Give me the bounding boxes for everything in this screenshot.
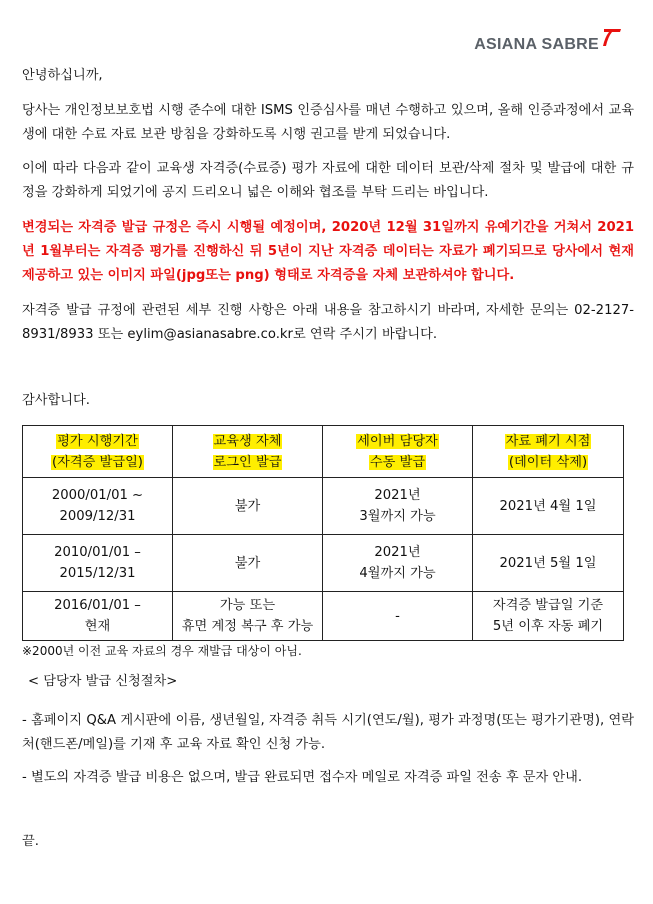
- issuance-table: [22, 425, 624, 641]
- procedure-step-1: - 홈페이지 Q&A 게시판에 이름, 생년월일, 자격증 취득 시기(연도/월), 평가 과정명(또는 평가기관명), 연락처(핸드폰/메일)를 기재 후 교육 자료 확인 신청 가능.: [22, 713, 634, 752]
- header-self-issue: 교육생 자체 로그인 발급: [173, 426, 323, 478]
- logo-text: ASIANA SABRE: [474, 36, 599, 53]
- procedure-title: < 담당자 발급 신청절차>: [28, 674, 178, 689]
- table-row: [23, 535, 624, 592]
- table-header-row: [23, 426, 624, 478]
- cell-self: 가능 또는 휴면 계정 복구 후 가능: [173, 592, 323, 641]
- header-disposal: 자료 폐기 시점 (데이터 삭제): [473, 426, 624, 478]
- table-note: ※2000년 이전 교육 자료의 경우 재발급 대상이 아님.: [22, 644, 302, 658]
- asiana-sabre-logo: [474, 26, 623, 54]
- procedure-step-2: - 별도의 자격증 발급 비용은 없으며, 발급 완료되면 접수자 메일로 자격증 파일 전송 후 문자 안내.: [22, 770, 583, 785]
- letter-body: [22, 64, 634, 854]
- header-manual-issue: 세이버 담당자 수동 발급: [323, 426, 473, 478]
- paragraph-policy: 이에 따라 다음과 같이 교육생 자격증(수료증) 평가 자료에 대한 데이터 보관/삭제 절차 및 발급에 대한 규정을 강화하게 되었기에 공지 드리오니 넓은 이해와 협조를 부탁 드리는 바입니다.: [22, 161, 634, 200]
- cell-manual: 2021년 4월까지 가능: [323, 535, 473, 592]
- cell-manual: -: [323, 592, 473, 641]
- cell-manual: 2021년 3월까지 가능: [323, 478, 473, 535]
- thanks: 감사합니다.: [22, 393, 90, 408]
- cell-period: 2010/01/01 – 2015/12/31: [23, 535, 173, 592]
- header-period: 평가 시행기간 (자격증 발급일): [23, 426, 173, 478]
- cell-self: 불가: [173, 478, 323, 535]
- cell-self: 불가: [173, 535, 323, 592]
- table-row: [23, 478, 624, 535]
- greeting: 안녕하십니까,: [22, 68, 103, 83]
- cell-disposal: 자격증 발급일 기준 5년 이후 자동 폐기: [473, 592, 624, 641]
- table-row: [23, 592, 624, 641]
- cell-period: 2000/01/01 ~ 2009/12/31: [23, 478, 173, 535]
- paragraph-contact: 자격증 발급 규정에 관련된 세부 진행 사항은 아래 내용을 참고하시기 바라며, 자세한 문의는 02-2127-8931/8933 또는 eylim@asianasabre.co.kr로 연락 주시기 바랍니다.: [22, 303, 634, 342]
- logo-swoosh-icon: [601, 26, 623, 48]
- cell-disposal: 2021년 5월 1일: [473, 535, 624, 592]
- cell-period: 2016/01/01 – 현재: [23, 592, 173, 641]
- closing: 끝.: [22, 834, 39, 849]
- cell-disposal: 2021년 4월 1일: [473, 478, 624, 535]
- paragraph-isms: 당사는 개인정보보호법 시행 준수에 대한 ISMS 인증심사를 매년 수행하고 있으며, 올해 인증과정에서 교육생에 대한 수료 자료 보관 방침을 강화하도록 시행 권고를 받게 되었습니다.: [22, 103, 634, 142]
- paragraph-notice-red: 변경되는 자격증 발급 규정은 즉시 시행될 예정이며, 2020년 12월 31일까지 유예기간을 거쳐서 2021년 1월부터는 자격증 평가를 진행하신 뒤 5년이 지난 자격증 데이터는 자료가 폐기되므로 당사에서 현재 제공하고 있는 이미지 파일(jpg또는 png) 형태로 자격증을 자체 보관하셔야 합니다.: [22, 220, 634, 283]
